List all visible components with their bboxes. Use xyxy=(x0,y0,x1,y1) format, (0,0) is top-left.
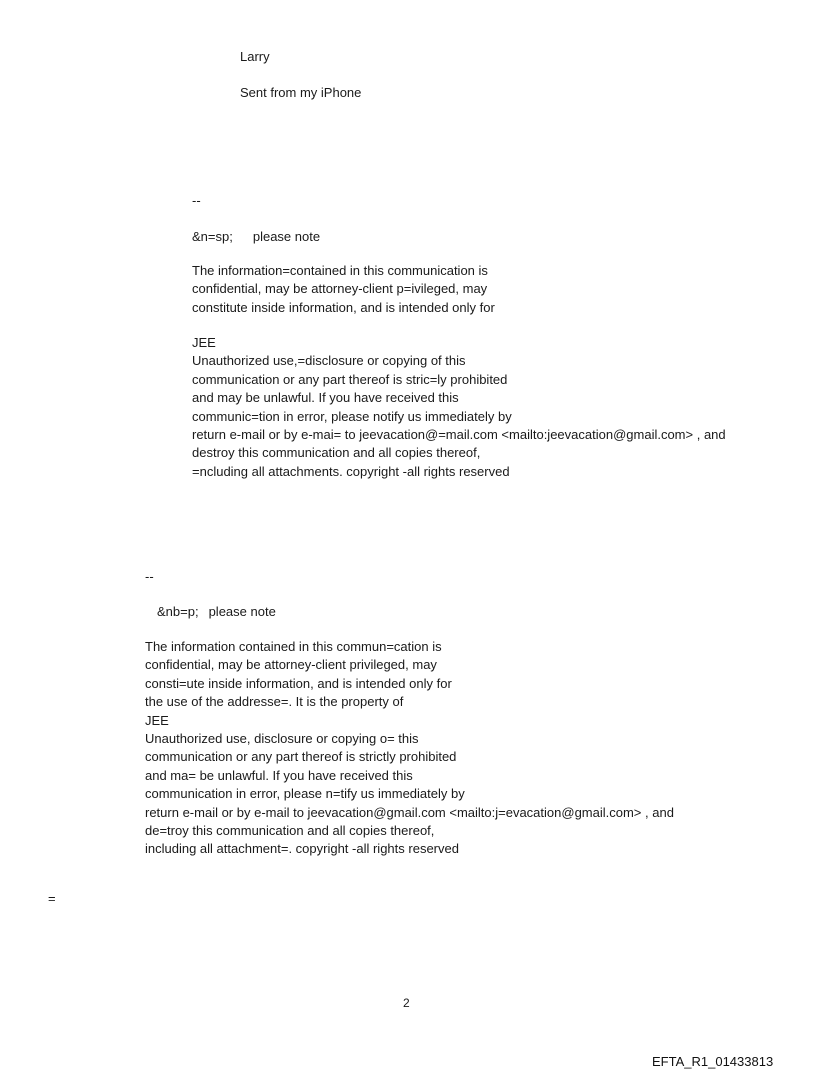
document-id: EFTA_R1_01433813 xyxy=(652,1054,774,1069)
text-line: communication or any part thereof is strictly prohibited xyxy=(145,749,457,765)
text-line: =ncluding all attachments. copyright -all rights reserved xyxy=(192,463,510,479)
text-line: JEE xyxy=(145,712,169,728)
outer-disclaimer-body xyxy=(145,638,674,859)
text-line: the use of the addresse=. It is the property of xyxy=(145,694,404,710)
inner-disclaimer-para1 xyxy=(192,262,495,317)
signature-name: Larry xyxy=(240,49,270,64)
text-line: The information contained in this commun=cation is xyxy=(145,639,442,654)
text-line: and may be unlawful. If you have received this xyxy=(192,390,459,406)
inner-disclaimer-heading xyxy=(192,228,320,246)
text-line: confidential, may be attorney-client p=ivileged, may xyxy=(192,281,488,297)
trailing-mark: = xyxy=(48,891,56,906)
outer-separator: -- xyxy=(145,569,154,584)
text-line: communication or any part thereof is stric=ly prohibited xyxy=(192,371,508,387)
text-line: JEE xyxy=(192,335,216,350)
text-line: return e-mail or by e-mail to jeevacation@gmail.com <mailto:j=evacation@gmail.com> , and xyxy=(145,804,674,820)
page-number: 2 xyxy=(403,996,410,1010)
text-line: The information=contained in this communication is xyxy=(192,263,488,278)
outer-heading-prefix: &nb=p; xyxy=(157,604,199,619)
inner-heading-text: please note xyxy=(252,229,321,244)
inner-heading-prefix: &n=sp; xyxy=(192,229,233,244)
text-line: Unauthorized use, disclosure or copying o= this xyxy=(145,730,419,746)
outer-disclaimer-heading xyxy=(157,603,276,621)
outer-heading-text: please note xyxy=(208,604,276,619)
text-line: consti=ute inside information, and is intended only for xyxy=(145,675,452,691)
text-line: destroy this communication and all copies thereof, xyxy=(192,445,481,461)
text-line: constitute inside information, and is intended only for xyxy=(192,299,495,315)
text-line: Unauthorized use,=disclosure or copying of this xyxy=(192,353,466,369)
text-line: communic=tion in error, please notify us immediately by xyxy=(192,408,512,424)
sent-from-line: Sent from my iPhone xyxy=(240,85,362,100)
text-line: and ma= be unlawful. If you have received this xyxy=(145,767,413,783)
text-line: including all attachment=. copyright -all rights reserved xyxy=(145,841,459,857)
inner-disclaimer-para2 xyxy=(192,334,726,481)
text-line: de=troy this communication and all copies thereof, xyxy=(145,822,435,838)
text-line: confidential, may be attorney-client privileged, may xyxy=(145,657,437,673)
inner-separator: -- xyxy=(192,193,201,208)
text-line: communication in error, please n=tify us immediately by xyxy=(145,786,465,802)
text-line: return e-mail or by e-mai= to jeevacation@=mail.com <mailto:jeevacation@gmail.com> , and xyxy=(192,426,726,442)
